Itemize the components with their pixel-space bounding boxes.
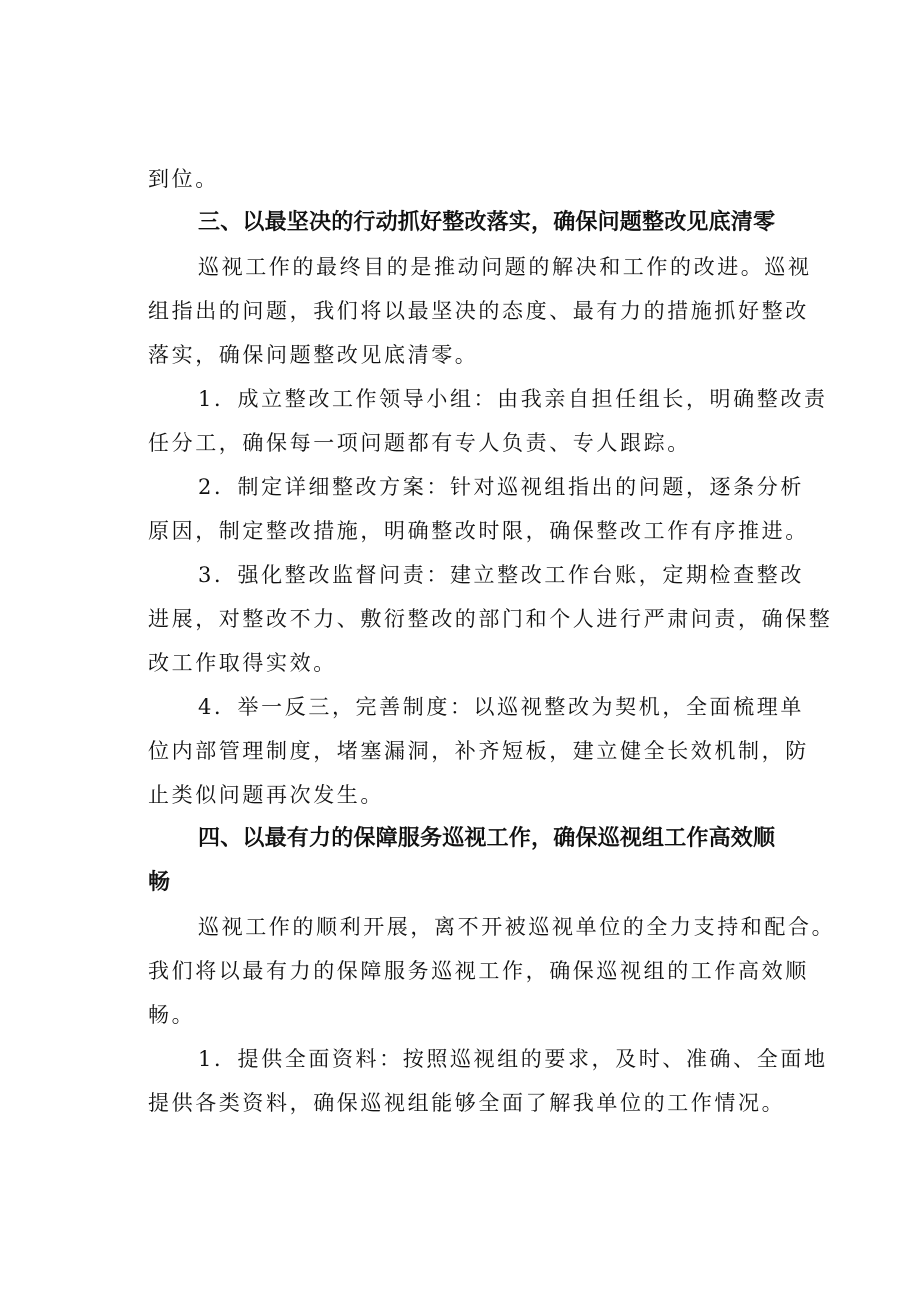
section-3-item-2	[148, 465, 810, 553]
section-3-item-3	[148, 553, 833, 685]
text-line: 止类似问题再次发生。	[148, 783, 384, 807]
text-line: 改工作取得实效。	[148, 651, 337, 675]
text-line: 原因，制定整改措施，明确整改时限，确保整改工作有序推进。	[148, 519, 809, 543]
text-line: 畅。	[148, 1003, 196, 1027]
text-line: 进展，对整改不力、敷衍整改的部门和个人进行严肃问责，确保整	[148, 607, 833, 631]
text-line: 组指出的问题，我们将以最坚决的态度、最有力的措施抓好整改	[148, 299, 809, 323]
text-line: 落实，确保问题整改见底清零。	[148, 343, 479, 367]
section-4-item-1	[148, 1037, 828, 1125]
section-3-item-1	[148, 377, 828, 465]
text-line: 位内部管理制度，堵塞漏洞，补齐短板，建立健全长效机制，防	[148, 739, 809, 763]
section-4-intro	[148, 905, 836, 1037]
text-line: 4．举一反三，完善制度：以巡视整改为契机，全面梳理单	[198, 695, 804, 719]
text-line: 巡视工作的顺利开展，离不开被巡视单位的全力支持和配合。	[198, 915, 836, 939]
text-line: 1．提供全面资料：按照巡视组的要求，及时、准确、全面地	[198, 1047, 828, 1071]
section-3-heading: 三、以最坚决的行动抓好整改落实，确保问题整改见底清零	[198, 210, 776, 235]
paragraph-fragment: 到位。	[148, 167, 219, 191]
text-line: 巡视工作的最终目的是推动问题的解决和工作的改进。巡视	[198, 255, 812, 279]
text-line: 任分工，确保每一项问题都有专人负责、专人跟踪。	[148, 431, 691, 455]
section-4-heading	[148, 817, 810, 905]
document-body	[148, 157, 836, 1125]
heading-line: 畅	[148, 870, 171, 895]
section-3-item-4	[148, 685, 810, 817]
text-line: 2．制定详细整改方案：针对巡视组指出的问题，逐条分析	[198, 475, 804, 499]
text-line: 我们将以最有力的保障服务巡视工作，确保巡视组的工作高效顺	[148, 959, 809, 983]
heading-line: 四、以最有力的保障服务巡视工作，确保巡视组工作高效顺	[198, 826, 776, 851]
section-3-intro	[148, 245, 810, 377]
text-line: 1．成立整改工作领导小组：由我亲自担任组长，明确整改责	[198, 387, 828, 411]
text-line: 3．强化整改监督问责：建立整改工作台账，定期检查整改	[198, 563, 804, 587]
text-line: 提供各类资料，确保巡视组能够全面了解我单位的工作情况。	[148, 1091, 786, 1115]
